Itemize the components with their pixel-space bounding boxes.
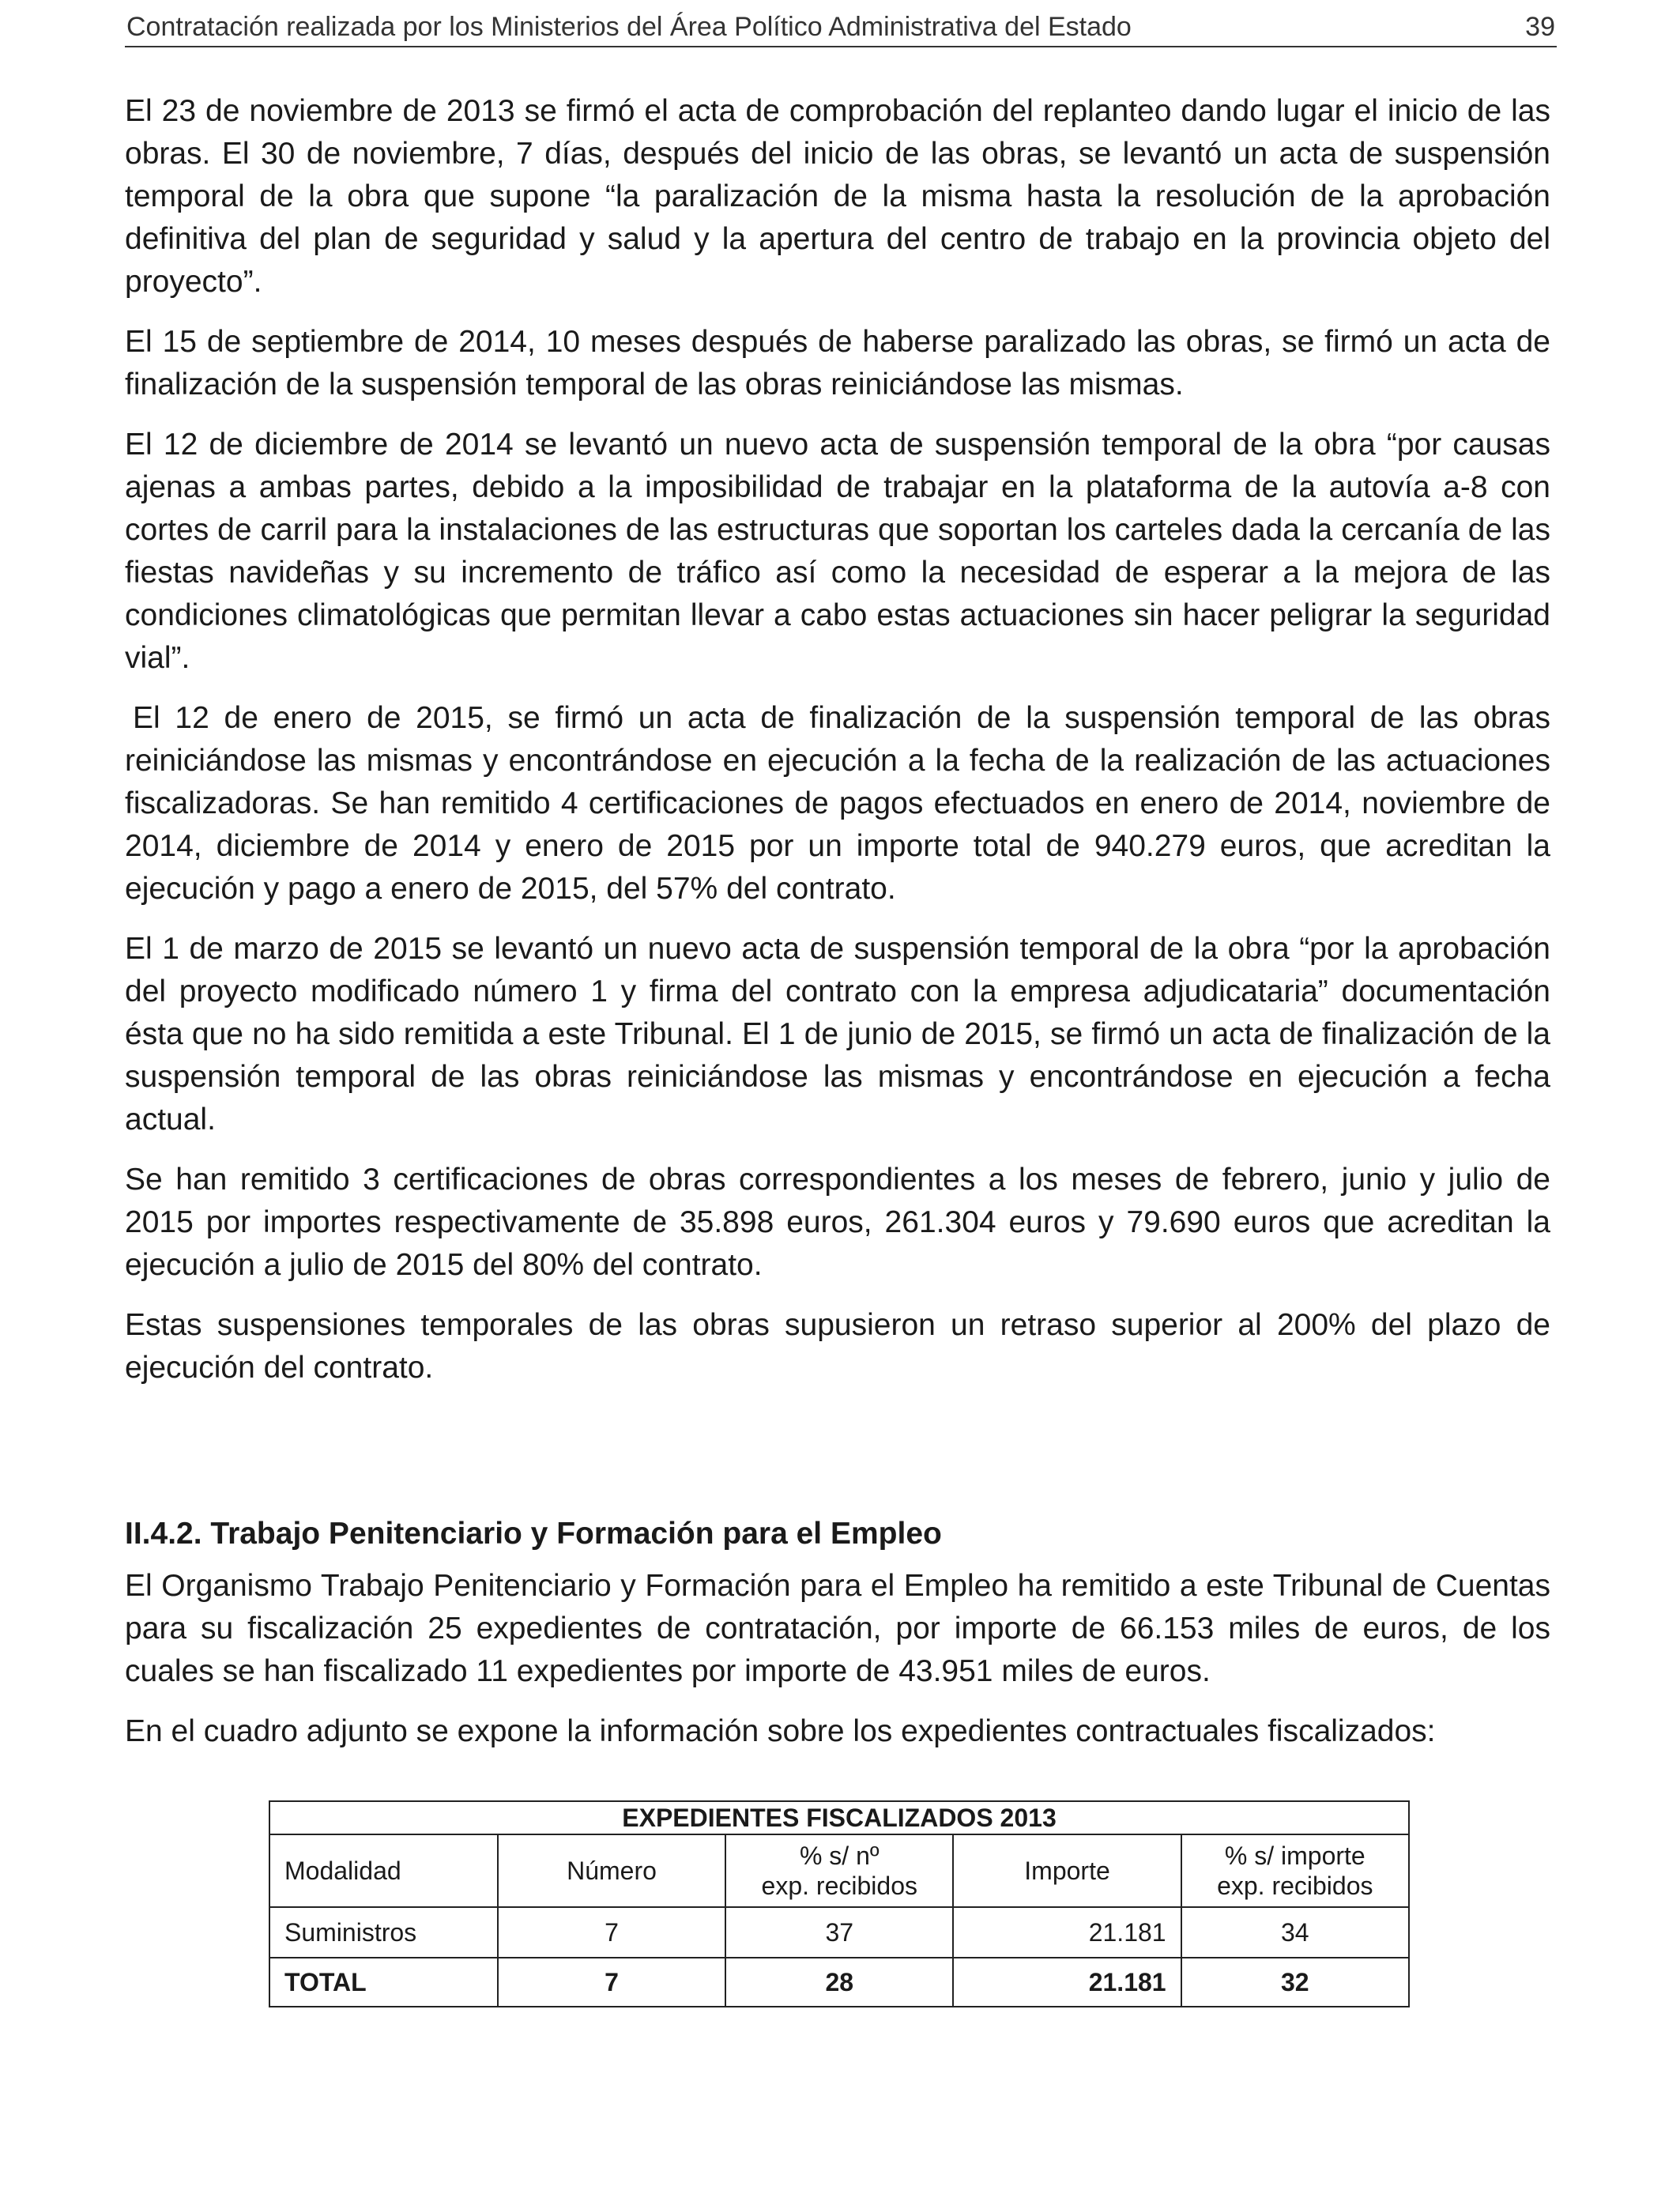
cell-pct-importe: 34 <box>1181 1907 1409 1958</box>
table-total-row <box>269 1958 1409 2007</box>
total-importe: 21.181 <box>953 1958 1181 2007</box>
document-body <box>125 90 1550 1770</box>
cell-modalidad: Suministros <box>269 1907 498 1958</box>
paragraph-2: El 15 de septiembre de 2014, 10 meses después de haberse paralizado las obras, se firmó un acta de finalización de la suspensión temporal de las obras reiniciándose las mismas. <box>125 325 1550 401</box>
paragraph-6: Se han remitido 3 certificaciones de obras correspondientes a los meses de febrero, junio y julio de 2015 por importes respectivamente de 35.898 euros, 261.304 euros y 79.690 euros que acreditan la ejecución a julio de 2015 del 80% del contrato. <box>125 1163 1550 1282</box>
table-row <box>269 1907 1409 1958</box>
section-paragraph-2: En el cuadro adjunto se expone la información sobre los expedientes contractuales fiscalizados: <box>125 1714 1436 1748</box>
paragraph-3: El 12 de diciembre de 2014 se levantó un nuevo acta de suspensión temporal de la obra “por causas ajenas a ambas partes, debido a la imposibilidad de trabajar en la plataforma de la autovía a-8 con cortes de carril para la instalaciones de las estructuras que soportan los carteles dada la cercanía de las fiestas navideñas y su incremento de tráfico así como la necesidad de esperar a la mejora de las condiciones climatológicas que permitan llevar a cabo estas actuaciones sin hacer peligrar la seguridad vial”. <box>125 428 1550 675</box>
section-heading: II.4.2. Trabajo Penitenciario y Formación para el Empleo <box>125 1517 942 1551</box>
header-pct-numero-line1: % s/ nº <box>799 1842 880 1870</box>
cell-numero: 7 <box>498 1907 725 1958</box>
header-pct-numero <box>725 1834 953 1907</box>
cell-pct-numero: 37 <box>725 1907 953 1958</box>
header-pct-importe <box>1181 1834 1409 1907</box>
header-importe: Importe <box>953 1834 1181 1907</box>
total-pct-numero: 28 <box>725 1958 953 2007</box>
paragraph-5: El 1 de marzo de 2015 se levantó un nuevo acta de suspensión temporal de la obra “por la aprobación del proyecto modificado número 1 y firma del contrato con la empresa adjudicataria” documentación ésta que no ha sido remitida a este Tribunal. El 1 de junio de 2015, se firmó un acta de finalización de la suspensión temporal de las obras reiniciándose las mismas y encontrándose en ejecución a fecha actual. <box>125 932 1550 1137</box>
total-pct-importe: 32 <box>1181 1958 1409 2007</box>
header-numero: Número <box>498 1834 725 1907</box>
section-paragraph-1: El Organismo Trabajo Penitenciario y Formación para el Empleo ha remitido a este Tribunal de Cuentas para su fiscalización 25 expedientes de contratación, por importe de 66.153 miles de euros, de los cuales se han fiscalizado 11 expedientes por importe de 43.951 miles de euros. <box>125 1569 1550 1688</box>
header-pct-numero-line2: exp. recibidos <box>761 1872 917 1900</box>
table-caption-row <box>269 1801 1409 1834</box>
section-spacer <box>125 1407 1550 1513</box>
expedientes-table <box>269 1800 1410 2007</box>
header-pct-importe-line2: exp. recibidos <box>1217 1872 1373 1900</box>
header-modalidad: Modalidad <box>269 1834 498 1907</box>
total-numero: 7 <box>498 1958 725 2007</box>
paragraph-1: El 23 de noviembre de 2013 se firmó el acta de comprobación del replanteo dando lugar el inicio de las obras. El 30 de noviembre, 7 días, después del inicio de las obras, se levantó un acta de suspensión temporal de la obra que supone “la paralización de la misma hasta la resolución de la aprobación definitiva del plan de seguridad y salud y la apertura del centro de trabajo en la provincia objeto del proyecto”. <box>125 94 1550 299</box>
cell-importe: 21.181 <box>953 1907 1181 1958</box>
page-header <box>125 11 1557 47</box>
header-pct-importe-line1: % s/ importe <box>1224 1842 1365 1870</box>
paragraph-4: El 12 de enero de 2015, se firmó un acta de finalización de la suspensión temporal de las obras reiniciándose las mismas y encontrándose en ejecución a la fecha de la realización de las actuaciones fiscalizadoras. Se han remitido 4 certificaciones de pagos efectuados en enero de 2014, noviembre de 2014, diciembre de 2014 y enero de 2015 por un importe total de 940.279 euros, que acreditan la ejecución y pago a enero de 2015, del 57% del contrato. <box>125 701 1550 906</box>
paragraph-7: Estas suspensiones temporales de las obras supusieron un retraso superior al 200% del plazo de ejecución del contrato. <box>125 1308 1550 1385</box>
table-header-row <box>269 1834 1409 1907</box>
page-number: 39 <box>1525 12 1555 42</box>
table-caption: EXPEDIENTES FISCALIZADOS 2013 <box>269 1801 1409 1834</box>
total-label: TOTAL <box>269 1958 498 2007</box>
header-title: Contratación realizada por los Ministerios del Área Político Administrativa del Estado <box>126 12 1132 42</box>
